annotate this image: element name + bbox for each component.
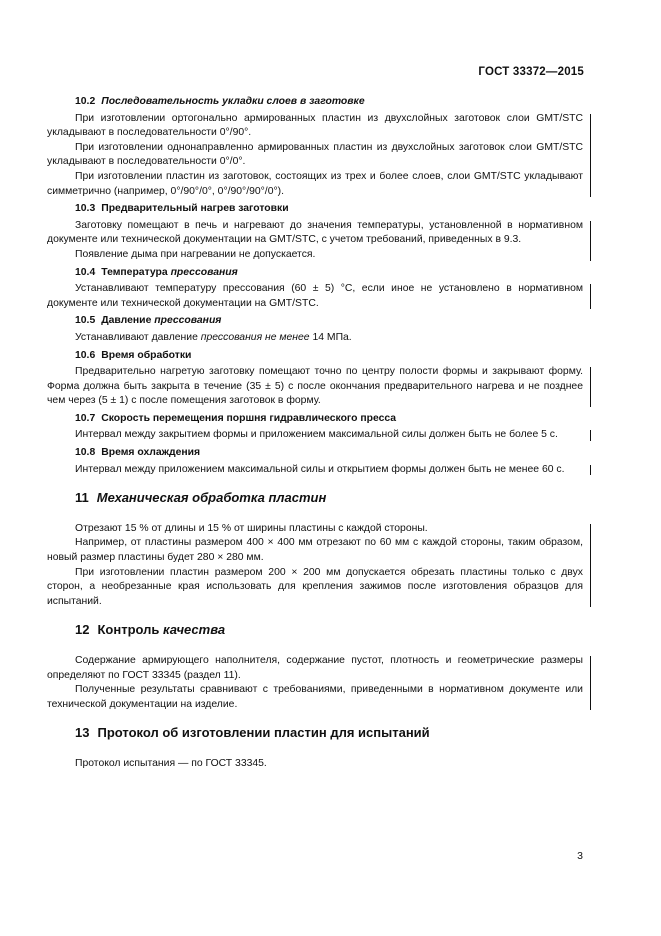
paragraph: При изготовлении пластин из заготовок, состоящих из трех и более слоев, слои GMT/STC укладывают симметрично (например, 0°/90°/0°, 0°/90°/90°/0°). [47, 170, 583, 197]
document-code: ГОСТ 33372—2015 [478, 66, 584, 78]
section-title-italic: качества [162, 622, 226, 638]
revision-marked-block [47, 365, 583, 409]
paragraph: Появление дыма при нагревании не допускается. [75, 248, 316, 260]
subsection-title: Температура [101, 266, 171, 278]
subsection-number: 10.8 [75, 447, 96, 459]
paragraph: Протокол испытания — по ГОСТ 33345. [75, 757, 267, 769]
section-11-heading [47, 491, 583, 506]
section-title: Протокол об изготовлении пластин для испытаний [97, 725, 430, 741]
section-12-heading [47, 623, 583, 638]
subsection-title: Время обработки [101, 349, 192, 361]
subsection-title: Предварительный нагрев заготовки [101, 203, 289, 215]
subsection-10-2-heading [47, 95, 583, 110]
subsection-number: 10.2 [75, 96, 96, 107]
subsection-number: 10.3 [75, 203, 96, 215]
subsection-10-5-heading [47, 314, 583, 329]
subsection-title-italic: прессования [154, 315, 222, 327]
paragraph: Предварительно нагретую заготовку помещают точно по центру полости формы и закрывают форму. Форма должна быть закрыта в течение (35 ± 5) с после окончания предварительного нагрева и не позднее чем через (5 ± 1) с после помещения заготовок в форму. [47, 366, 583, 407]
paragraph: Например, от пластины размером 400 × 400 мм отрезают по 60 мм с каждой стороны, таким образом, новый размер пластины будет 280 × 280 мм. [47, 537, 583, 564]
section-number: 13 [75, 725, 90, 741]
paragraph [47, 331, 583, 346]
subsection-10-8-heading [47, 446, 583, 461]
section-number: 11 [75, 490, 89, 506]
text-run: Устанавливают давление [75, 331, 201, 343]
document-body [47, 94, 583, 775]
paragraph: Отрезают 15 % от длины и 15 % от ширины пластины с каждой стороны. [75, 522, 428, 534]
subsection-number: 10.5 [75, 315, 96, 327]
subsection-title: Время охлаждения [101, 447, 201, 459]
text-run-italic: прессования не менее [200, 331, 310, 343]
revision-marked-block [47, 654, 583, 712]
revision-marked-block [47, 112, 583, 200]
subsection-10-7-heading [47, 412, 583, 427]
text-run: 14 МПа. [309, 331, 352, 343]
revision-marked-block [47, 522, 583, 610]
subsection-title-italic: прессования [170, 266, 238, 278]
revision-marked-block [47, 282, 583, 311]
text-block [47, 331, 583, 346]
paragraph: При изготовлении ортогонально армированных пластин из двухслойных заготовок слои GMT/STC укладывают в последовательности 0°/90°. [47, 112, 583, 139]
subsection-title: Давление [101, 315, 155, 327]
subsection-10-4-heading [47, 266, 583, 281]
section-title: Контроль [97, 622, 163, 638]
revision-marked-block [47, 219, 583, 263]
page-number: 3 [577, 850, 583, 862]
paragraph: При изготовлении однонаправленно армированных пластин из двухслойных заготовок слои GMT/STC укладывают в последовательности 0°/0°. [47, 141, 583, 168]
paragraph: Интервал между закрытием формы и приложением максимальной силы должен быть не более 5 с. [75, 429, 558, 441]
subsection-title: Скорость перемещения поршня гидравлического пресса [101, 412, 397, 424]
paragraph: Содержание армирующего наполнителя, содержание пустот, плотность и геометрические размеры определяют по ГОСТ 33345 (раздел 11). [47, 655, 583, 681]
subsection-number: 10.4 [75, 266, 96, 278]
section-title: Механическая обработка пластин [96, 490, 327, 506]
paragraph: Заготовку помещают в печь и нагревают до значения температуры, установленной в нормативном документе или технической документации на GMT/STC, с учетом требований, приведенных в 9.3. [47, 219, 583, 246]
section-number: 12 [75, 622, 90, 638]
paragraph: Интервал между приложением максимальной силы и открытием формы должен быть не менее 60 с. [75, 463, 565, 475]
revision-marked-block [47, 463, 583, 478]
text-block [47, 757, 583, 772]
revision-marked-block [47, 428, 583, 443]
subsection-number: 10.7 [75, 412, 96, 424]
paragraph: Устанавливают температуру прессования (60 ± 5) °С, если иное не установлено в нормативном документе или технической документации на GMT/STC. [47, 283, 583, 309]
subsection-title: Последовательность укладки слоев в заготовке [101, 96, 365, 107]
subsection-10-3-heading [47, 202, 583, 217]
subsection-10-6-heading [47, 349, 583, 364]
paragraph: При изготовлении пластин размером 200 × 200 мм допускается обрезать пластины только с двух сторон, а необрезанные края использовать для крепления зажимов после изготовления образцов для испытаний. [47, 566, 583, 607]
section-13-heading [47, 726, 583, 741]
subsection-number: 10.6 [75, 349, 96, 361]
paragraph: Полученные результаты сравнивают с требованиями, приведенными в нормативном документе или технической документации на изделие. [47, 684, 583, 710]
